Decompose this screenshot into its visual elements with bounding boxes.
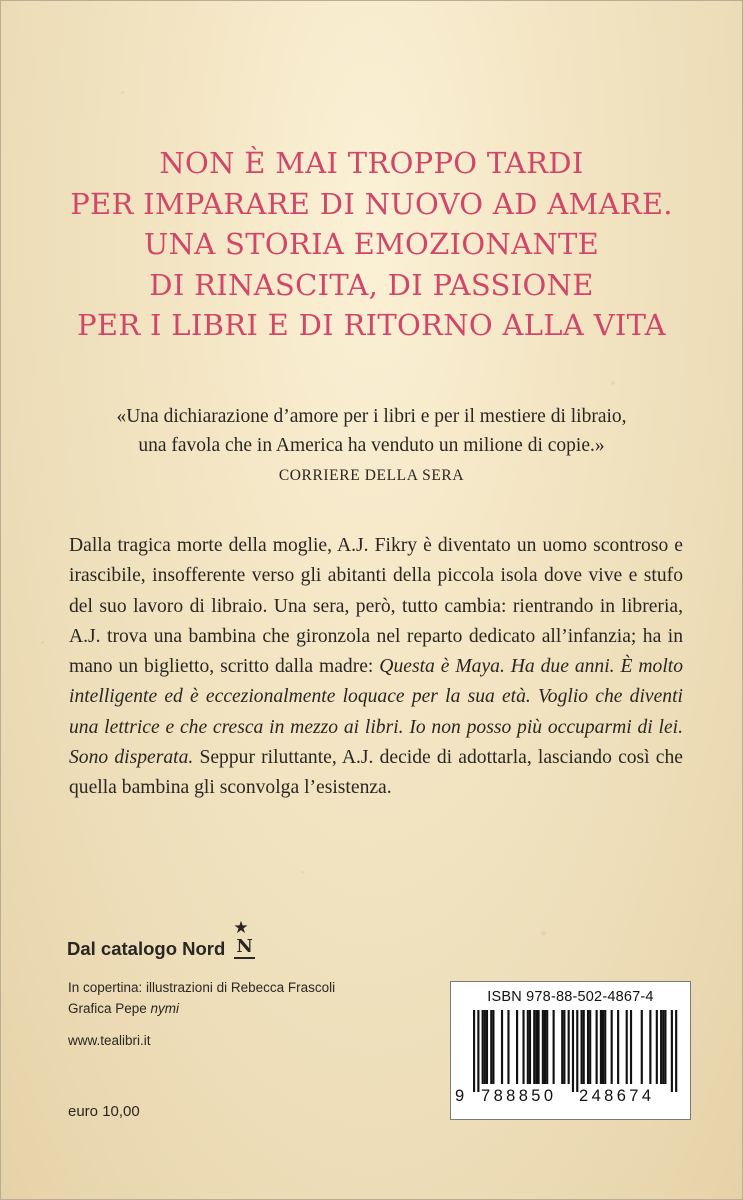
barcode-bar bbox=[473, 1010, 475, 1092]
review-line: «Una dichiarazione d’amore per i libri e per il mestiere di libraio, bbox=[116, 406, 627, 427]
synopsis bbox=[69, 531, 683, 804]
tagline-line: NON È MAI TROPPO TARDI bbox=[159, 146, 584, 180]
barcode-bar bbox=[516, 1010, 518, 1084]
catalog-line bbox=[67, 918, 257, 960]
barcode-bar bbox=[529, 1010, 531, 1084]
barcode-bar bbox=[656, 1010, 658, 1084]
barcode-bar bbox=[535, 1010, 537, 1084]
barcode-lead-digit: 9 bbox=[455, 1087, 465, 1105]
tagline-line: UNA STORIA EMOZIONANTE bbox=[143, 227, 600, 261]
barcode-bar bbox=[568, 1010, 570, 1084]
barcode-bar bbox=[581, 1010, 583, 1084]
review-source: CORRIERE DELLA SERA bbox=[278, 467, 465, 484]
star-icon: ★ bbox=[233, 918, 249, 938]
synopsis-note: Questa è Maya. Ha due anni. È molto intelligente ed è eccezionalmente loquace per la sua età. Voglio che diventi una lettrice e che cresca in mezzo ai libri. Io non posso più occuparmi di lei. Sono disperata. bbox=[69, 656, 683, 769]
barcode bbox=[463, 1010, 679, 1092]
barcode-bar bbox=[604, 1010, 606, 1084]
barcode-bar bbox=[507, 1010, 509, 1084]
barcode-bar bbox=[484, 1010, 486, 1084]
synopsis-outro: Seppur riluttante, A.J. decide di adottarla, lasciando così che quella bambina gli sconvolga l’esistenza. bbox=[69, 747, 683, 799]
barcode-bar bbox=[544, 1010, 546, 1084]
price: euro 10,00 bbox=[68, 1103, 140, 1120]
barcode-bar bbox=[660, 1010, 662, 1084]
barcode-bar bbox=[576, 1010, 578, 1092]
graphics-italic: nymi bbox=[150, 1000, 180, 1016]
logo-underline bbox=[234, 957, 255, 959]
review-quote bbox=[1, 403, 742, 491]
tagline-line: DI RINASCITA, DI PASSIONE bbox=[149, 267, 594, 302]
cover-credit: In copertina: illustrazioni di Rebecca Frascoli bbox=[68, 980, 336, 995]
catalog-label: Dal catalogo Nord bbox=[67, 938, 226, 959]
barcode-bar bbox=[563, 1010, 565, 1084]
barcode-bar bbox=[664, 1010, 666, 1084]
barcode-bar bbox=[477, 1010, 479, 1092]
tagline bbox=[1, 143, 742, 346]
paper-speck bbox=[41, 641, 44, 644]
barcode-bar bbox=[542, 1010, 544, 1084]
barcode-bar bbox=[649, 1010, 651, 1084]
isbn-label: ISBN 978-88-502-4867-4 bbox=[487, 989, 654, 1005]
barcode-bar bbox=[486, 1010, 488, 1084]
barcode-bar bbox=[587, 1010, 589, 1084]
barcode-bar bbox=[527, 1010, 529, 1084]
barcode-right-group: 248674 bbox=[579, 1087, 655, 1105]
barcode-bar bbox=[630, 1010, 632, 1084]
barcode-bar bbox=[626, 1010, 628, 1084]
barcode-bar bbox=[662, 1010, 664, 1084]
barcode-bar bbox=[490, 1010, 492, 1084]
barcode-bar bbox=[641, 1010, 643, 1084]
review-line: una favola che in America ha venduto un milione di copie.» bbox=[138, 434, 605, 456]
barcode-bar bbox=[589, 1010, 591, 1084]
graphics-credit bbox=[68, 999, 335, 1020]
paper-speck bbox=[121, 91, 124, 94]
barcode-bar bbox=[675, 1010, 677, 1092]
barcode-bar bbox=[596, 1010, 598, 1084]
logo-letter: N bbox=[236, 936, 253, 957]
barcode-bar bbox=[583, 1010, 585, 1084]
barcode-box bbox=[450, 981, 691, 1120]
tagline-line: PER IMPARARE DI NUOVO AD AMARE. bbox=[70, 186, 673, 221]
barcode-bar bbox=[546, 1010, 548, 1084]
graphics-prefix: Grafica Pepe bbox=[68, 1000, 151, 1016]
barcode-bar bbox=[671, 1010, 673, 1092]
barcode-bar bbox=[611, 1010, 613, 1084]
credits bbox=[68, 978, 335, 1019]
barcode-bar bbox=[538, 1010, 540, 1084]
barcode-bar bbox=[533, 1010, 535, 1084]
barcode-bar bbox=[553, 1010, 555, 1084]
barcode-bar bbox=[522, 1010, 524, 1084]
barcode-left-group: 788850 bbox=[481, 1087, 557, 1105]
tagline-line: PER I LIBRI E DI RITORNO ALLA VITA bbox=[77, 308, 666, 342]
synopsis-intro: Dalla tragica morte della moglie, A.J. Fikry è diventato un uomo scontroso e irascibile, insofferente verso gli abitanti della piccola isola dove vive e stufo del suo lavoro di libraio. Una sera, però, tutto cambia: rientrando in libreria, A.J. trova una bambina che gironzola nel reparto dedicato all’infanzia; ha in mano un biglietto, scritto dalla madre: bbox=[69, 535, 683, 678]
barcode-bar bbox=[492, 1010, 494, 1084]
paper-speck bbox=[301, 871, 304, 874]
barcode-bar bbox=[600, 1010, 602, 1084]
barcode-bar bbox=[617, 1010, 619, 1084]
barcode-bar bbox=[561, 1010, 563, 1084]
barcode-bar bbox=[501, 1010, 503, 1084]
paper-speck bbox=[541, 931, 546, 936]
website: www.tealibri.it bbox=[68, 1033, 151, 1048]
paper-speck bbox=[611, 381, 615, 385]
barcode-bar bbox=[482, 1010, 484, 1084]
nord-logo bbox=[231, 918, 257, 960]
barcode-bar bbox=[572, 1010, 574, 1092]
barcode-bar bbox=[602, 1010, 604, 1084]
